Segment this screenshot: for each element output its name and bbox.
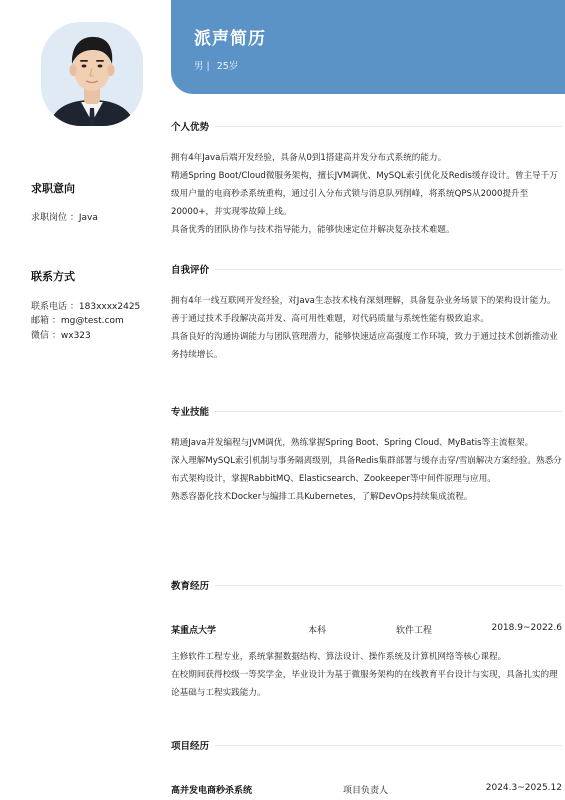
paragraph: 在校期间获得校级一等奖学金，毕业设计为基于微服务架构的在线教育平台设计与实现，具备扎实的理论基础与工程实践能力。 (171, 670, 558, 698)
header-banner (171, 0, 565, 94)
project-role: 项目负责人 (343, 786, 389, 796)
section-title: 自我评价 (171, 262, 215, 276)
job-intent-title: 求职意向 (31, 182, 75, 195)
section-title: 专业技能 (171, 404, 215, 418)
contact-title: 联系方式 (31, 270, 75, 283)
evaluation-text (171, 292, 562, 364)
paragraph: 精通Spring Boot/Cloud微服务架构，擅长JVM调优、MySQL索引优化及Redis缓存设计。曾主导千万级用户量的电商秒杀系统重构，通过引入分布式锁与消息队列削峰，将系统QPS从2000提升至20000+，并实现零故障上线。 (171, 171, 558, 217)
paragraph: 精通Java并发编程与JVM调优，熟练掌握Spring Boot、Spring Cloud、MyBatis等主流框架。 (171, 438, 534, 448)
paragraph: 拥有4年Java后端开发经验，具备从0到1搭建高并发分布式系统的能力。 (171, 153, 447, 163)
section-skills (171, 404, 562, 418)
section-advantages (171, 119, 562, 133)
paragraph: 具备良好的沟通协调能力与团队管理潜力，能够快速适应高强度工作环境，致力于通过技术创新推动业务持续增长。 (171, 332, 558, 360)
position-value: ：Java (69, 213, 98, 223)
contact-value: ：183xxxx2425 (69, 302, 141, 312)
divider (171, 269, 562, 270)
divider (171, 411, 562, 412)
project-name: 高并发电商秒杀系统 (171, 786, 253, 796)
avatar (41, 22, 143, 126)
divider (171, 126, 562, 127)
contact-phone (31, 299, 140, 312)
paragraph: 熟悉容器化技术Docker与编排工具Kubernetes，了解DevOps持续集成流程。 (171, 492, 473, 502)
resume-title: 派声简历 (194, 29, 266, 49)
profile-photo-icon (41, 22, 143, 126)
contact-label: 微信 (31, 331, 50, 341)
section-evaluation (171, 262, 562, 276)
skills-text (171, 434, 562, 506)
contact-wechat (31, 328, 91, 341)
job-intent-line (31, 210, 98, 223)
contact-value: ：mg@test.com (51, 316, 124, 326)
section-title: 项目经历 (171, 738, 215, 752)
contact-label: 联系电话 (31, 302, 68, 312)
paragraph: 深入理解MySQL索引机制与事务隔离级别，具备Redis集群部署与缓存击穿/雪崩解决方案经验。熟悉分布式架构设计，掌握RabbitMQ、Elasticsearch、Zookeeper等中间件原理与应用。 (171, 456, 562, 484)
education-text (171, 648, 562, 702)
paragraph: 善于通过技术手段解决高并发、高可用性难题，对代码质量与系统性能有极致追求。 (171, 314, 489, 324)
section-title: 教育经历 (171, 578, 215, 592)
divider (171, 745, 562, 746)
section-projects (171, 738, 562, 752)
degree: 本科 (308, 626, 327, 636)
basic-info (194, 58, 242, 72)
section-education (171, 578, 562, 592)
section-title: 个人优势 (171, 119, 215, 133)
period: 2018.9~2022.6 (491, 623, 562, 633)
contact-email (31, 313, 124, 326)
paragraph: 主修软件工程专业，系统掌握数据结构、算法设计、操作系统及计算机网络等核心课程。 (171, 652, 507, 662)
paragraph: 具备优秀的团队协作与技术指导能力，能够快速定位并解决复杂技术难题。 (171, 225, 455, 235)
position-label: 求职岗位 (31, 213, 68, 223)
education-row (171, 623, 562, 637)
school: 某重点大学 (171, 626, 217, 636)
advantages-text (171, 149, 562, 239)
divider (171, 585, 562, 586)
age: 25岁 (216, 61, 239, 72)
project-row (171, 783, 562, 797)
period: 2024.3~2025.12 (485, 783, 562, 793)
contact-label: 邮箱 (31, 316, 50, 326)
major: 软件工程 (396, 626, 433, 636)
paragraph: 拥有4年一线互联网开发经验，对Java生态技术栈有深刻理解，具备复杂业务场景下的架构设计能力。 (171, 296, 556, 306)
gender: 男 | (194, 61, 210, 72)
contact-value: ：wx323 (51, 331, 91, 341)
